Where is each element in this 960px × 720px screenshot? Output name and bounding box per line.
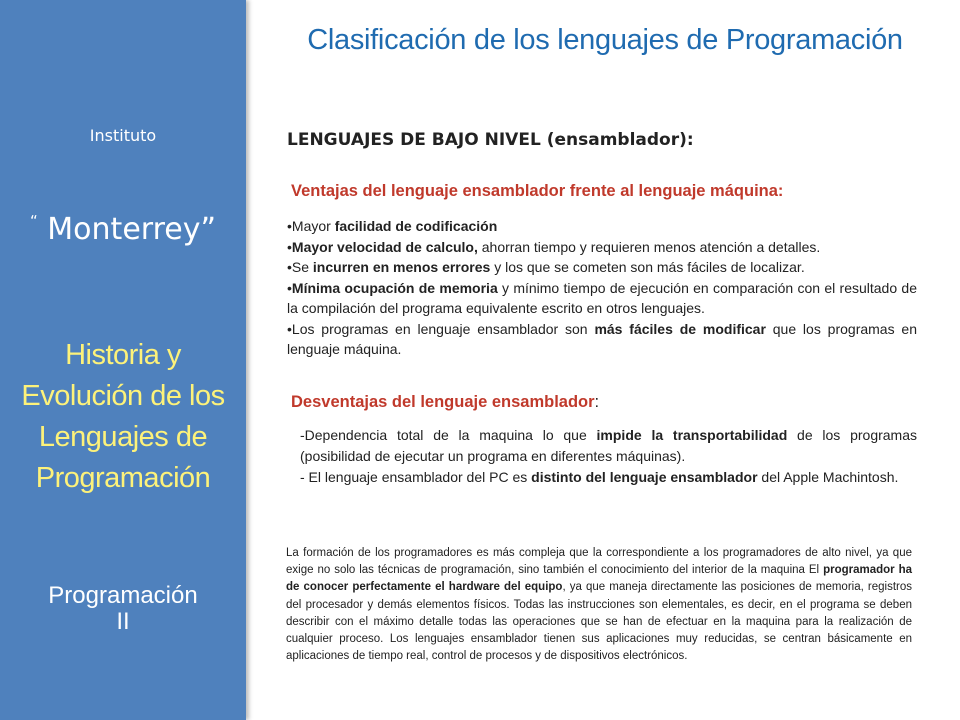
open-quote: “ [29, 212, 38, 230]
slide-title: Clasificación de los lenguajes de Programación [307, 24, 903, 56]
section-heading [287, 130, 694, 150]
disadvantages-heading-text: Desventajas del lenguaje ensamblador [291, 393, 595, 411]
course-line: II [116, 608, 130, 635]
advantage-item: •Los programas en lenguaje ensamblador son más fáciles de modificar que los programas en lenguaje máquina. [287, 320, 917, 357]
subject-line: Programación [35, 462, 211, 494]
advantages-heading: Ventajas del lenguaje ensamblador frente al lenguaje máquina: [291, 182, 784, 200]
advantage-item: •Mayor velocidad de calculo, ahorran tiempo y requieren menos atención a detalles. [287, 238, 821, 255]
institute-label: Instituto [89, 126, 157, 145]
institute-name [0, 212, 246, 247]
subject-title [0, 335, 246, 499]
advantages-list [287, 216, 917, 360]
disadvantages-heading-colon: : [594, 393, 600, 411]
disadvantage-item: -Dependencia total de la maquina lo que impide la transportabilidad de los programas (posibilidad de ejecutar un programa en diferentes máquinas). [300, 427, 918, 464]
subject-line: Historia y [65, 339, 181, 371]
body-paragraph: La formación de los programadores es más compleja que la correspondiente a los programadores de alto nivel, ya que exige no solo las técnicas de programación, sino también el conocimiento del interior de la maquina El programador ha de conocer perfectamente el hardware del equipo, ya que maneja directamente las posiciones de memoria, registros del procesador y demás elementos físicos. Todas las instrucciones son elementales, es decir, en el programa se deben describir con el máximo detalle todas las operaciones que se han de efectuar en la maquina para la realización de cualquier proceso. Los lenguajes ensamblador tienen sus aplicaciones muy reducidas, se centran básicamente en aplicaciones de tiempo real, control de procesos y de dispositivos electrónicos. [286, 547, 913, 663]
disadvantages-heading [291, 393, 599, 412]
section-heading-main: LENGUAJES DE BAJO NIVEL [287, 130, 541, 150]
monterrey-text: Monterrey” [37, 212, 217, 247]
course-line: Programación [48, 582, 198, 609]
advantage-item: •Mayor facilidad de codificación [287, 218, 498, 234]
subject-line: Evolución de los [21, 380, 225, 412]
advantage-item: •Se incurren en menos errores y los que se cometen son más fáciles de localizar. [287, 259, 805, 275]
sidebar-panel [0, 0, 246, 720]
disadvantage-item: - El lenguaje ensamblador del PC es distinto del lenguaje ensamblador del Apple Machintosh. [300, 469, 899, 485]
disadvantages-list [300, 425, 917, 488]
subject-line: Lenguajes de [38, 421, 208, 453]
advantage-item: •Mínima ocupación de memoria y mínimo tiempo de ejecución en comparación con el resultado de la compilación del programa equivalente escrito en otros lenguajes. [287, 279, 917, 316]
section-heading-paren: (ensamblador): [540, 130, 694, 150]
course-name [0, 583, 246, 635]
